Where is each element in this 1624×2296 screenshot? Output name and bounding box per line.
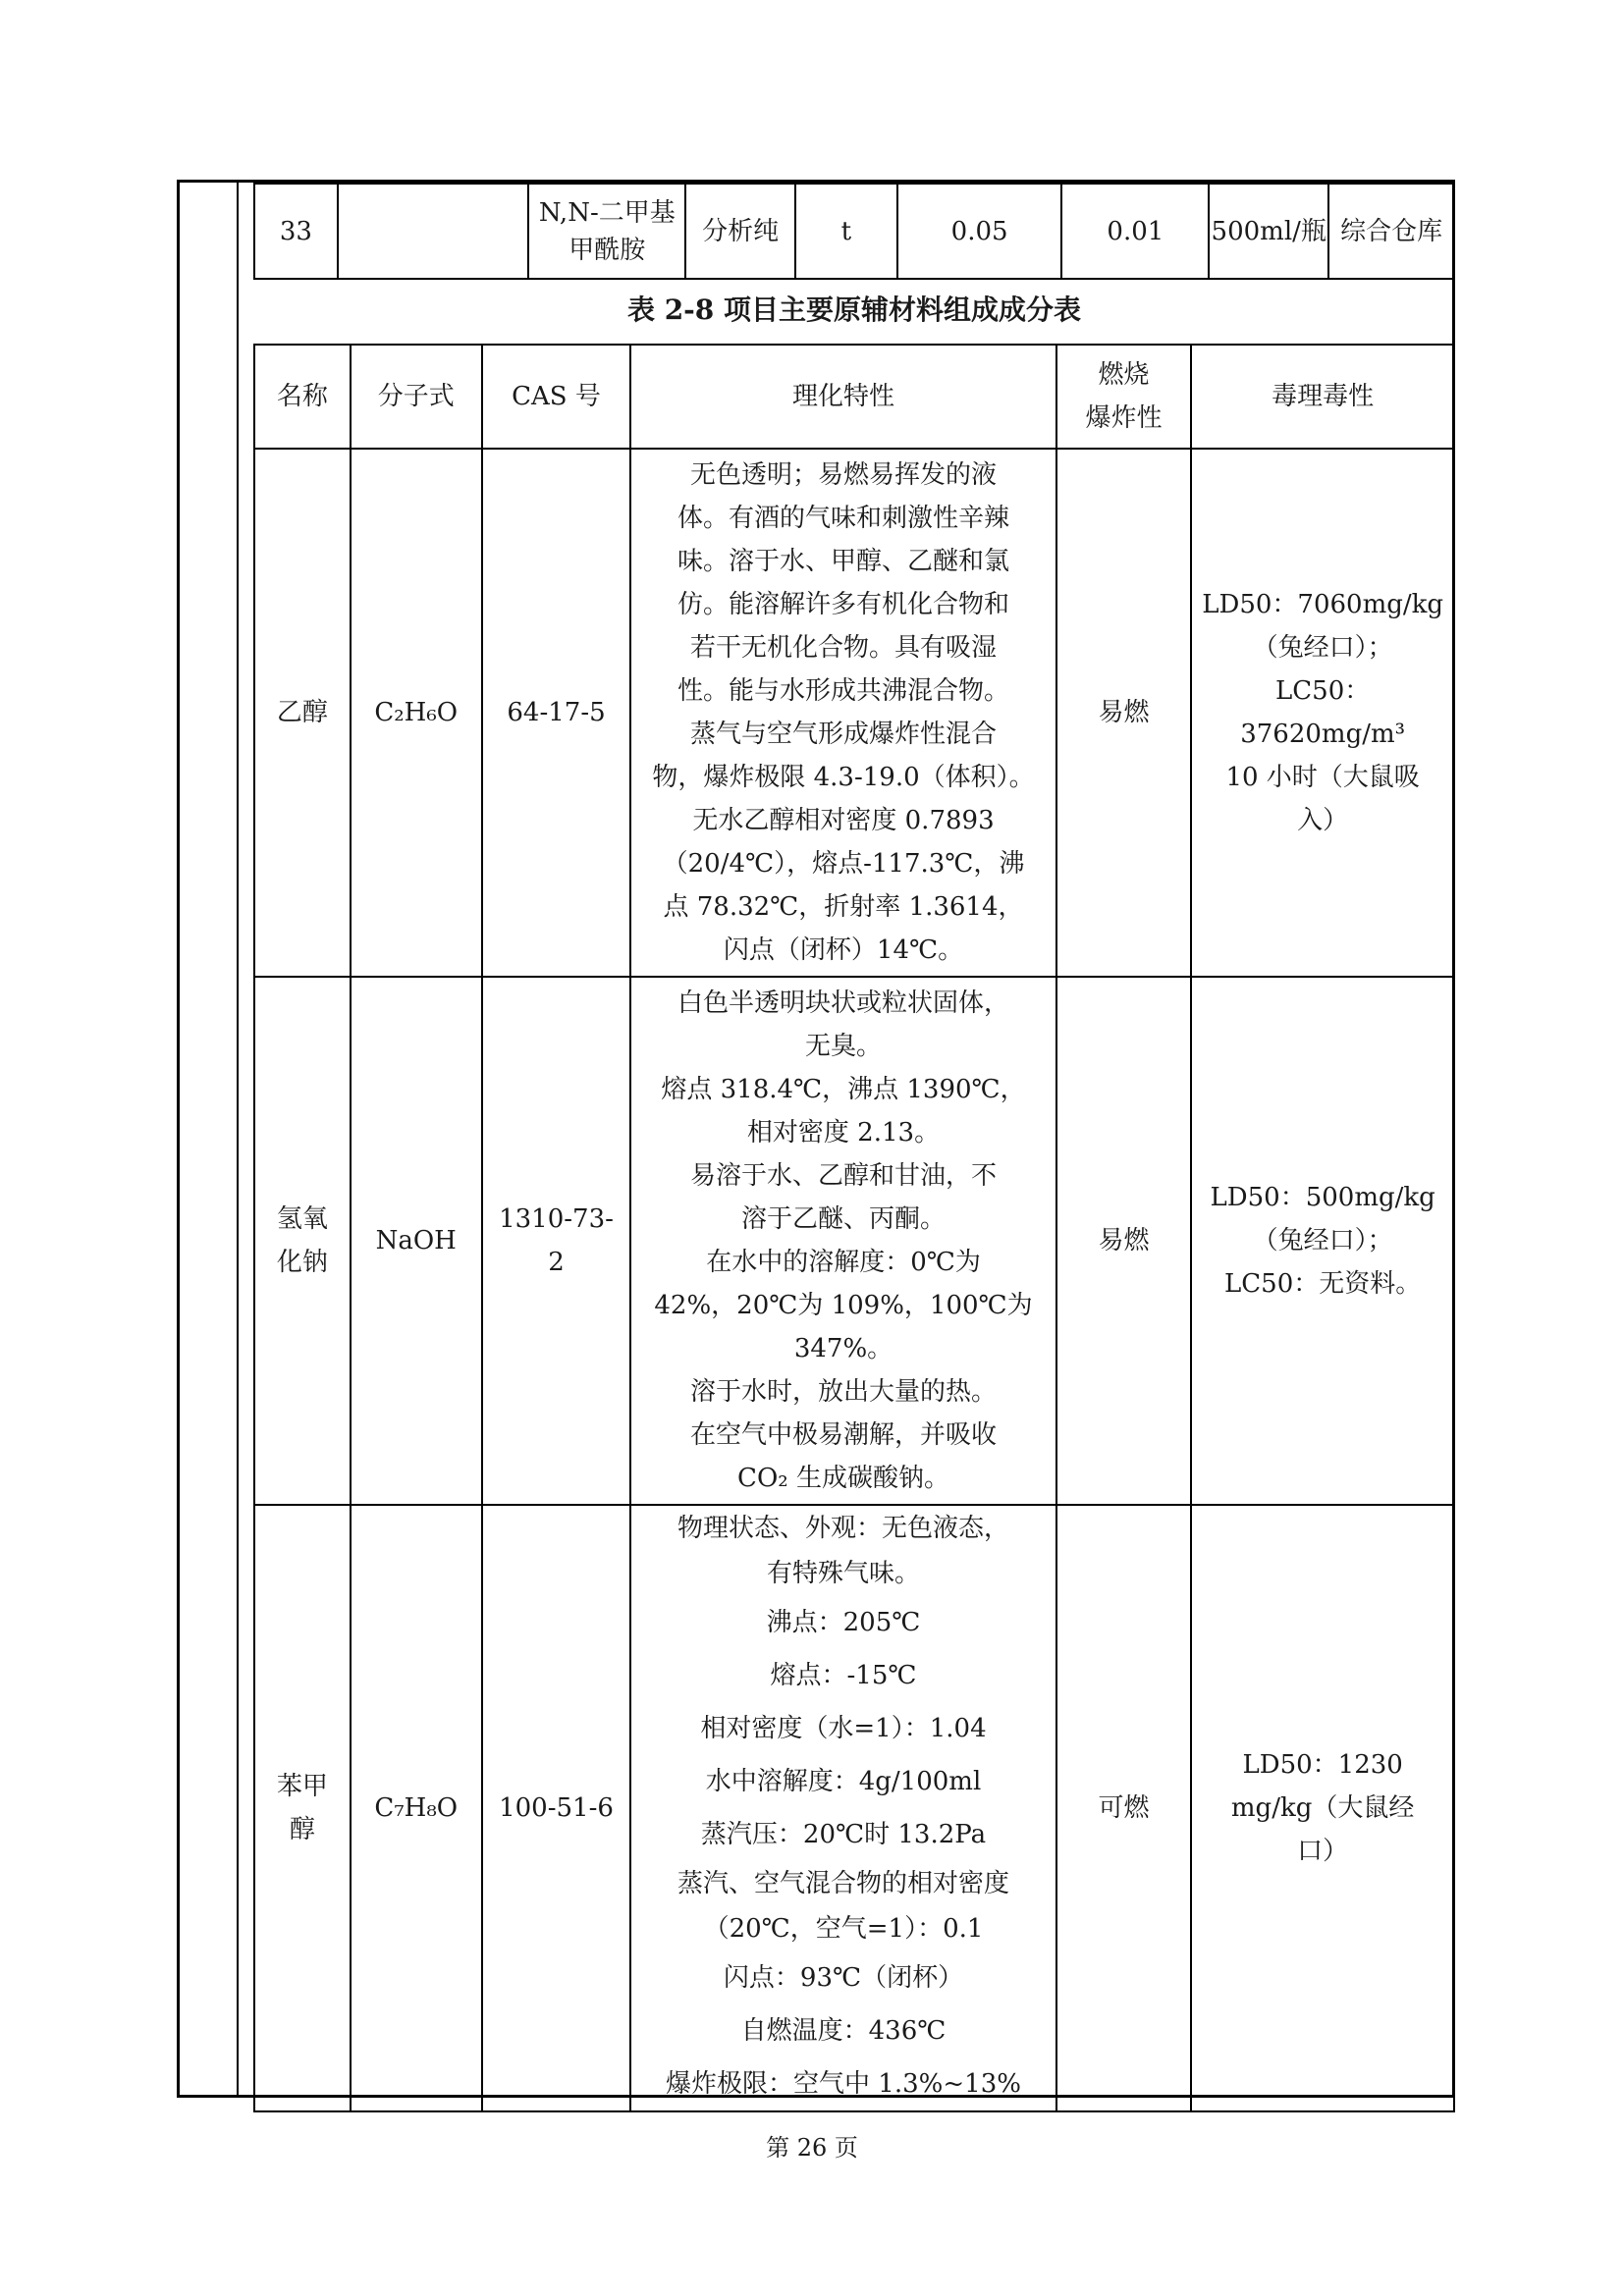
cell-toxicity [1191,449,1454,977]
cell-flammability: 易燃 [1056,449,1192,977]
prop-line: 易溶于水、乙醇和甘油，不 [690,1161,998,1191]
tox-line: 口） [1297,1837,1349,1866]
prop-line: 在空气中极易潮解，并吸收 [690,1420,998,1450]
cell-toxicity [1191,977,1454,1505]
tox-line: 入） [1297,806,1349,835]
cell-name: 乙醇 [254,449,351,977]
prop-line: 若干无机化合物。具有吸湿 [690,633,998,663]
tox-line: LD50：7060mg/kg [1202,590,1444,619]
cell-flammability: 易燃 [1056,977,1192,1505]
page-number: 第 26 页 [766,2134,858,2162]
prop-line: 点 78.32℃，折射率 1.3614， [663,892,1024,922]
tox-line: LD50：1230 [1242,1750,1403,1780]
header-row [254,345,1454,449]
prop-line: （20/4℃），熔点-117.3℃，沸 [662,849,1025,879]
header-cas: CAS 号 [482,345,631,449]
prop-line: 白色半透明块状或粒状固体， [677,988,1010,1018]
prop-line: 闪点：93℃（闭杯） [723,1963,964,1993]
prop-line: 闪点（闭杯）14℃。 [723,935,964,965]
header-properties: 理化特性 [630,345,1056,449]
prop-line: 物理状态、外观：无色液态， [677,1514,1010,1543]
tox-line: （兔经口）； [1252,1226,1393,1255]
header-toxicity: 毒理毒性 [1191,345,1454,449]
cell-empty [338,184,529,279]
prop-line: 水中溶解度：4g/100ml [705,1767,982,1796]
margin-line [237,180,239,2098]
prop-line: 体。有酒的气味和刺激性辛辣 [677,504,1010,533]
tox-line: mg/kg（大鼠经 [1230,1793,1415,1823]
cell-formula: NaOH [351,977,482,1505]
continued-material-table [253,183,1455,280]
table-row [254,449,1454,977]
cell-cas: 100-51-6 [482,1505,631,2111]
cell-package: 500ml/瓶 [1209,184,1328,279]
header-formula: 分子式 [351,345,482,449]
prop-line: 相对密度 2.13。 [746,1118,941,1148]
cell-cas: 1310-73- 2 [482,977,631,1505]
prop-line: 无水乙醇相对密度 0.7893 [692,806,995,835]
cell-cas: 64-17-5 [482,449,631,977]
cell-toxicity [1191,1505,1454,2111]
cell-material: N,N-二甲基 甲酰胺 [528,184,685,279]
prop-line: 相对密度（水=1）：1.04 [700,1714,987,1743]
cell-unit: t [795,184,897,279]
cell-index: 33 [254,184,338,279]
cell-name: 氢氧 化钠 [254,977,351,1505]
prop-line: 在水中的溶解度：0℃为 [706,1248,981,1277]
prop-line: 溶于乙醚、丙酮。 [741,1204,947,1234]
prop-line: 42%，20℃为 109%，100℃为 [654,1291,1033,1320]
prop-line: 无臭。 [805,1032,883,1061]
prop-line: （20℃，空气=1）：0.1 [703,1914,984,1944]
prop-line: 物，爆炸极限 4.3-19.0（体积）。 [652,763,1035,792]
tox-line: 37620mg/m³ [1240,720,1406,749]
prop-line: 347%。 [793,1334,893,1363]
table-row [254,977,1454,1505]
tox-line: LD50：500mg/kg [1210,1183,1435,1212]
cell-location: 综合仓库 [1328,184,1454,279]
tox-line: 10 小时（大鼠吸 [1225,763,1420,792]
prop-line: 蒸汽压：20℃时 13.2Pa [700,1820,987,1849]
prop-line: 蒸汽、空气混合物的相对密度 [677,1869,1010,1898]
prop-line: 味。溶于水、甲醇、乙醚和氯 [677,547,1010,576]
cell-formula: C₂H₆O [351,449,482,977]
prop-line: 沸点：205℃ [766,1608,921,1637]
prop-line: 性。能与水形成共沸混合物。 [677,676,1010,706]
cell-formula: C₇H₈O [351,1505,482,2111]
prop-line: 溶于水时，放出大量的热。 [690,1377,998,1407]
cell-annual-usage: 0.05 [897,184,1062,279]
tox-line: LC50： [1275,676,1371,706]
table-row [254,184,1454,279]
prop-line: 熔点：-15℃ [770,1661,917,1690]
prop-line: CO₂ 生成碳酸钠。 [737,1464,949,1493]
cell-flammability: 可燃 [1056,1505,1192,2111]
table-row [254,1505,1454,2111]
prop-line: 自燃温度：436℃ [740,2016,947,2046]
tox-line: （兔经口）； [1252,633,1393,663]
cell-grade: 分析纯 [685,184,795,279]
prop-line: 爆炸极限：空气中 1.3%~13% [666,2069,1021,2099]
tox-line: LC50：无资料。 [1224,1269,1422,1299]
prop-line: 熔点 318.4℃，沸点 1390℃， [661,1075,1026,1104]
prop-line: 无色透明；易燃易挥发的液 [690,460,998,490]
table-caption: 表 2-8 项目主要原辅材料组成成分表 [626,294,1082,326]
cell-properties [630,1505,1056,2111]
cell-properties [630,977,1056,1505]
cell-name: 苯甲 醇 [254,1505,351,2111]
prop-line: 有特殊气味。 [767,1559,921,1588]
header-flammability: 燃烧 爆炸性 [1056,345,1192,449]
cell-max-storage: 0.01 [1061,184,1209,279]
header-name: 名称 [254,345,351,449]
prop-line: 仿。能溶解许多有机化合物和 [677,590,1010,619]
cell-properties [630,449,1056,977]
composition-table [253,344,1455,2112]
prop-line: 蒸气与空气形成爆炸性混合 [690,720,998,749]
